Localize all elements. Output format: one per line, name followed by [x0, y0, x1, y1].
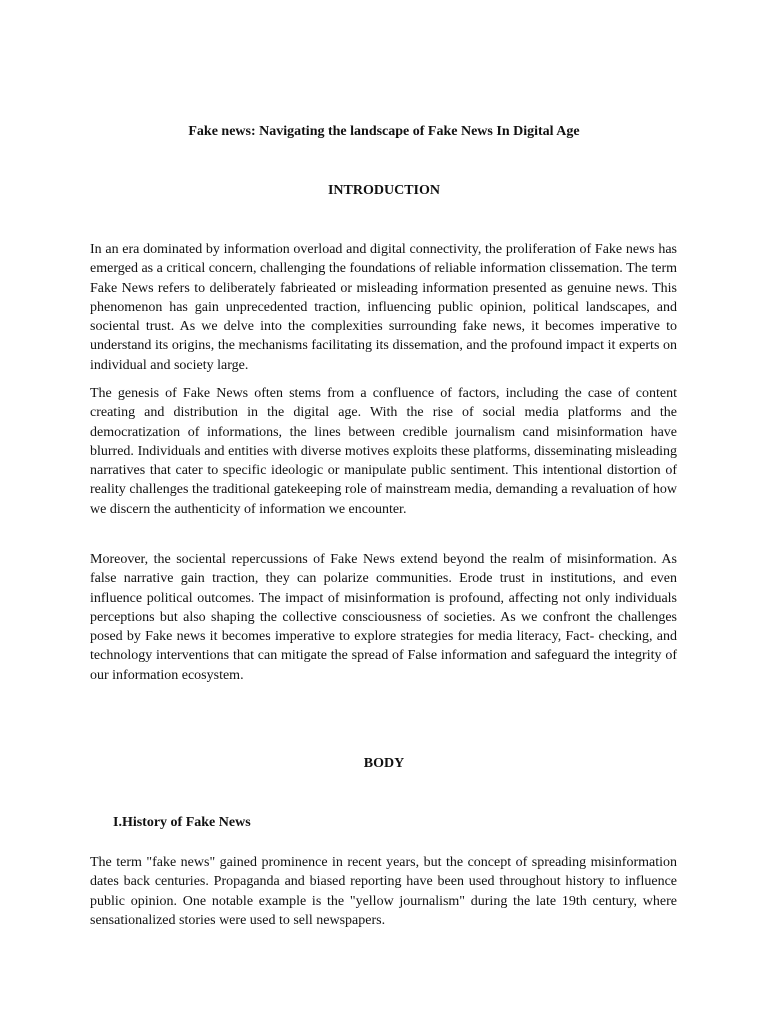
document-title: Fake news: Navigating the landscape of Fake News In Digital Age — [188, 124, 580, 139]
intro-paragraph-3: Moreover, the sociental repercussions of Fake News extend beyond the realm of misinformation. As false narrative gain traction, they can polarize communities. Erode trust in institutions, and even influence political outcomes. The impact of misinformation is profound, affecting not only individuals perceptions but also shaping the collective consciousness of societies. As we confront the challenges posed by Fake news it becomes imperative to explore strategies for media literacy, Fact- checking, and technology interventions that can mitigate the spread of False information and safeguard the integrity of our information ecosystem. — [90, 552, 677, 683]
intro-paragraph-1: In an era dominated by information overload and digital connectivity, the proliferation of Fake news has emerged as a critical concern, challenging the foundations of reliable information clissemation. The term Fake News refers to deliberately fabrieated or misleading information presented as genuine news. This phenomenon has gain unprecedented traction, influencing public opinion, political landscapes, and sociental trust. As we delve into the complexities surrounding fake news, it becomes imperative to understand its origins, the mechanisms facilitating its dissemation, and the profound impact it experts on individual and society large. — [90, 242, 677, 373]
intro-paragraph-2: The genesis of Fake News often stems from a confluence of factors, including the case of content creating and distribution in the digital age. With the rise of social media platforms and the democratization of informations, the lines between credible journalism cand misinformation have blurred. Individuals and entities with diverse motives exploits these platforms, disseminating misleading narratives that cater to specific ideologic or manipulate public sentiment. This intentional distortion of reality challenges the traditional gatekeeping role of mainstream media, demanding a revaluation of how we discern the authenticity of information we encounter. — [90, 386, 677, 517]
history-section-heading: I.History of Fake News — [113, 815, 251, 830]
history-paragraph: The term "fake news" gained prominence in recent years, but the concept of spreading misinformation dates back centuries. Propaganda and biased reporting have been used throughout history to influence public opinion. One notable example is the "yellow journalism" during the late 19th century, where sensationalized stories were used to sell newspapers. — [90, 855, 677, 928]
introduction-heading: INTRODUCTION — [327, 183, 440, 198]
body-heading: BODY — [363, 756, 405, 771]
